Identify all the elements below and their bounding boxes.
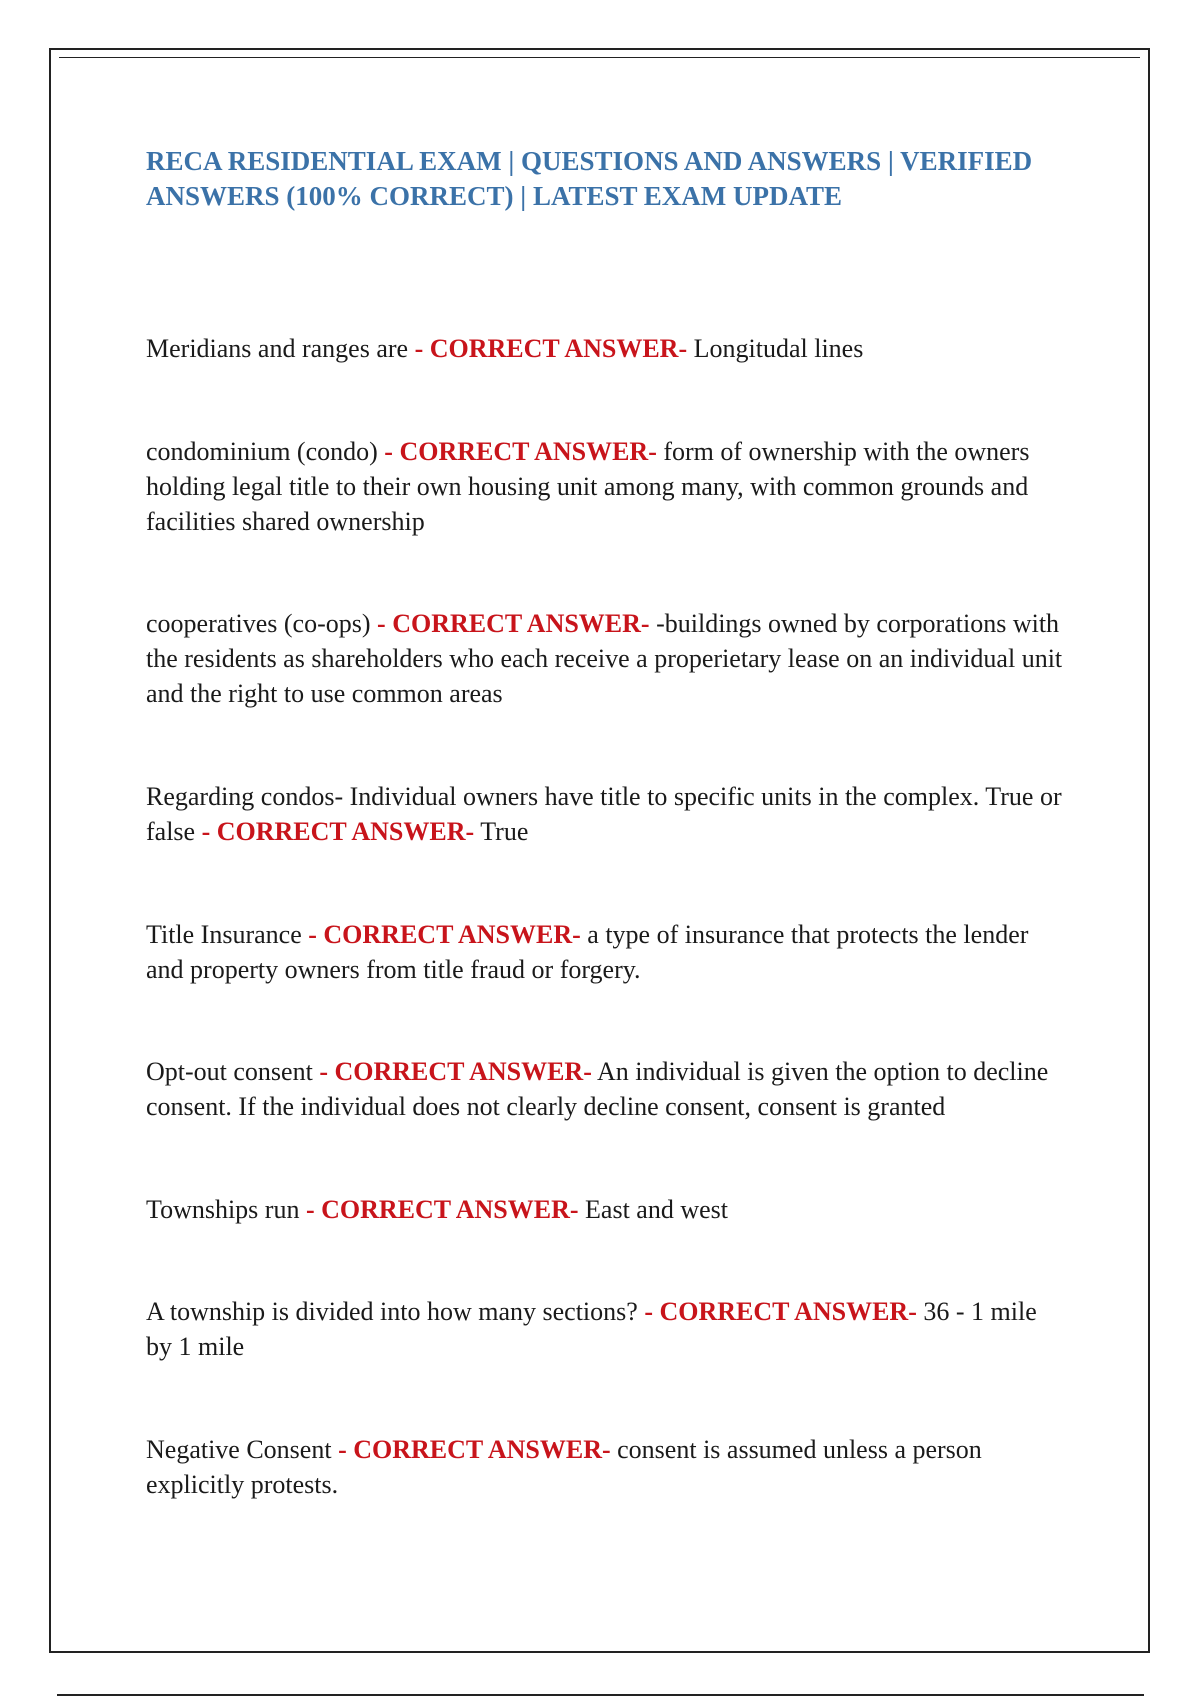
correct-answer-marker: - CORRECT ANSWER- <box>414 334 688 363</box>
qa-answer: An individual is given the option to decline consent. If the individual does not clearly decline consent, consent is granted <box>146 1057 1049 1121</box>
qa-item <box>146 606 1066 711</box>
document-title: RECA RESIDENTIAL EXAM | QUESTIONS AND ANSWERS | VERIFIED ANSWERS (100% CORRECT) | LATEST EXAM UPDATE <box>146 146 1033 211</box>
qa-answer: form of ownership with the owners holding legal title to their own housing unit among many, with common grounds and facilities shared ownership <box>146 437 1030 536</box>
correct-answer-marker: - CORRECT ANSWER- <box>305 1195 579 1224</box>
qa-item <box>146 331 1066 366</box>
frame-top-inner-rule <box>59 57 1140 58</box>
qa-question: Negative Consent <box>146 1435 332 1464</box>
correct-answer-marker: - CORRECT ANSWER- <box>377 609 650 638</box>
correct-answer-marker: - CORRECT ANSWER- <box>338 1435 611 1464</box>
correct-answer-marker: - CORRECT ANSWER- <box>308 920 581 949</box>
qa-answer: a type of insurance that protects the lender and property owners from title fraud or forgery. <box>146 920 1029 984</box>
qa-answer: -buildings owned by corporations with the residents as shareholders who each receive a properietary lease on an individual unit and the right to use common areas <box>146 609 1063 708</box>
qa-question: Regarding condos- Individual owners have title to specific units in the complex. True or false <box>146 782 1062 846</box>
qa-item <box>146 1192 1066 1227</box>
correct-answer-marker: - CORRECT ANSWER- <box>384 437 657 466</box>
qa-answer: 36 - 1 mile by 1 mile <box>146 1297 1037 1361</box>
qa-question: Opt-out consent <box>146 1057 313 1086</box>
qa-question: A township is divided into how many sections? <box>146 1297 638 1326</box>
qa-item <box>146 434 1066 539</box>
document-content <box>146 144 1066 1502</box>
correct-answer-marker: - CORRECT ANSWER- <box>319 1057 592 1086</box>
qa-answer: Longitudal lines <box>693 334 864 363</box>
qa-item <box>146 1432 1066 1502</box>
qa-answer: East and west <box>585 1195 728 1224</box>
qa-item <box>146 779 1066 849</box>
qa-answer: True <box>480 817 529 846</box>
correct-answer-marker: - CORRECT ANSWER- <box>644 1297 917 1326</box>
qa-question: condominium (condo) <box>146 437 378 466</box>
next-page-top-rule <box>57 1694 1144 1696</box>
qa-item <box>146 1054 1066 1124</box>
qa-answer: consent is assumed unless a person explicitly protests. <box>146 1435 982 1499</box>
qa-question: cooperatives (co-ops) <box>146 609 371 638</box>
qa-question: Meridians and ranges are <box>146 334 409 363</box>
correct-answer-marker: - CORRECT ANSWER- <box>201 817 475 846</box>
qa-question: Townships run <box>146 1195 300 1224</box>
qa-question: Title Insurance <box>146 920 302 949</box>
qa-item <box>146 917 1066 987</box>
qa-item <box>146 1294 1066 1364</box>
